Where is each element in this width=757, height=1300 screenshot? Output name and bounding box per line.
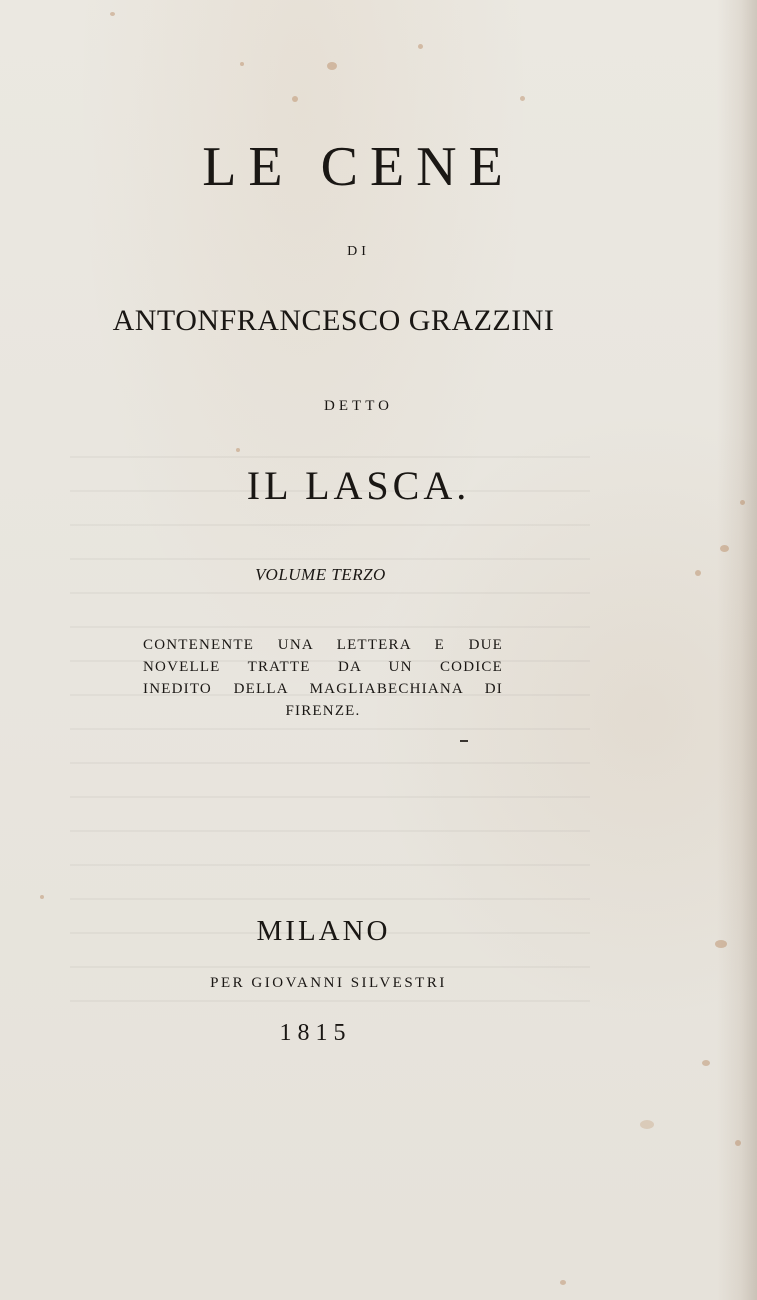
contents-line: FIRENZE. — [285, 703, 361, 719]
foxing-spot — [560, 1280, 566, 1285]
printer-mark — [460, 740, 468, 742]
foxing-spot — [640, 1120, 654, 1129]
called-label: DETTO — [324, 398, 393, 414]
contents-line: CONTENENTE UNA LETTERA E DUE — [143, 637, 503, 653]
foxing-spot — [240, 62, 244, 66]
publication-city: MILANO — [256, 915, 391, 947]
foxing-spot — [735, 1140, 741, 1146]
foxing-spot — [715, 940, 727, 948]
foxing-spot — [40, 895, 44, 899]
contents-line: NOVELLE TRATTE DA UN CODICE — [143, 659, 503, 675]
by-label: DI — [347, 244, 370, 259]
printer-name: PER GIOVANNI SILVESTRI — [210, 975, 447, 991]
foxing-spot — [520, 96, 525, 101]
contents-description — [143, 634, 503, 722]
foxing-spot — [418, 44, 423, 49]
foxing-spot — [740, 500, 745, 505]
foxing-spot — [720, 545, 729, 552]
contents-line: INEDITO DELLA MAGLIABECHIANA DI — [143, 681, 503, 697]
book-title: LE CENE — [202, 136, 515, 198]
foxing-spot — [292, 96, 298, 102]
foxing-spot — [702, 1060, 710, 1066]
author-name: ANTONFRANCESCO GRAZZINI — [112, 304, 555, 337]
foxing-spot — [110, 12, 115, 16]
volume-label: VOLUME TERZO — [255, 565, 386, 584]
publication-year: 1815 — [279, 1020, 352, 1046]
author-nickname: IL LASCA. — [246, 463, 471, 508]
foxing-spot — [327, 62, 337, 70]
